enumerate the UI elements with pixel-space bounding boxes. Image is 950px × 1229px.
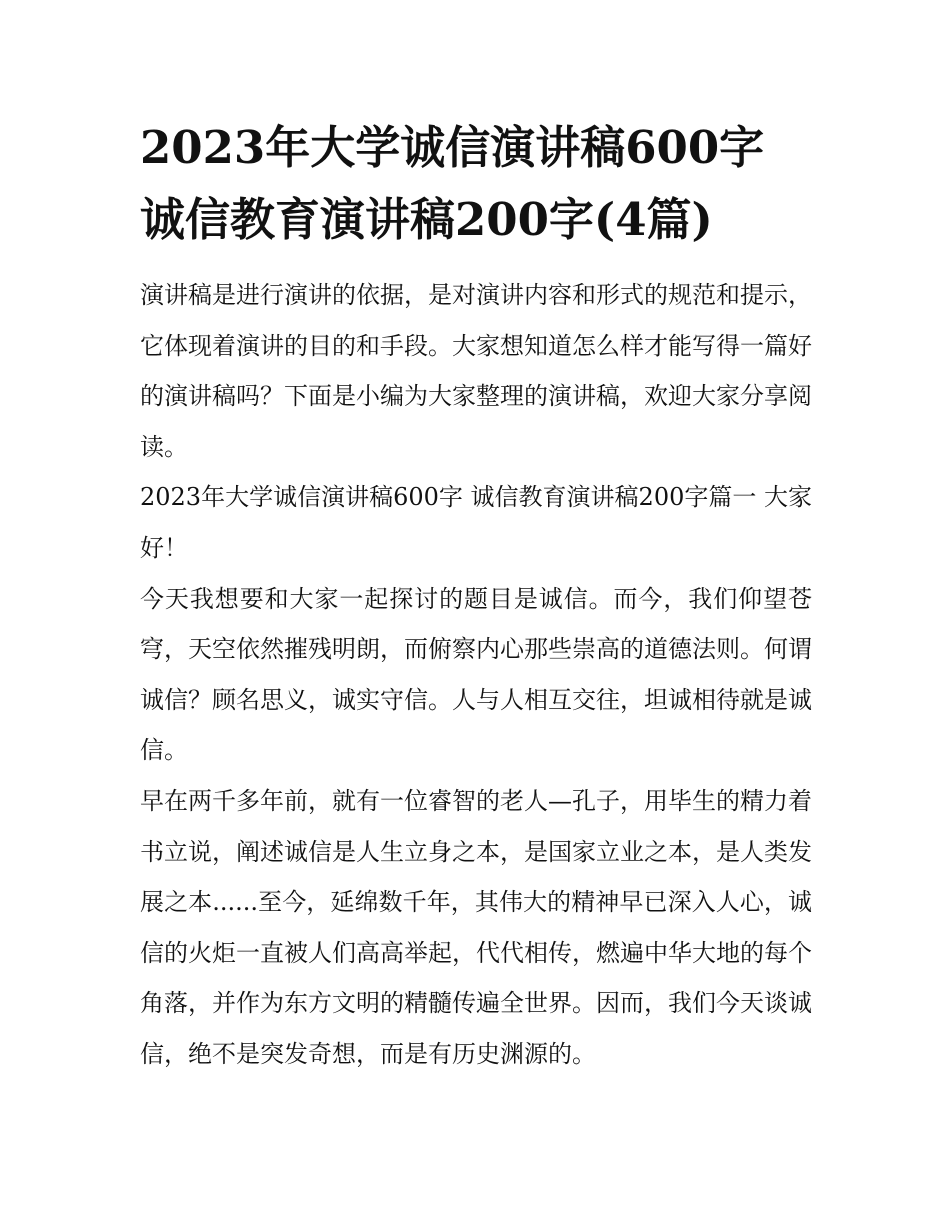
document-title: 2023年大学诚信演讲稿600字 诚信教育演讲稿200字(4篇) (140, 121, 765, 246)
intro-paragraph: 演讲稿是进行演讲的依据，是对演讲内容和形式的规范和提示，它体现着演讲的目的和手段。大家想知道怎么样才能写得一篇好的演讲稿吗？下面是小编为大家整理的演讲稿，欢迎大家分享阅读。 (140, 281, 812, 461)
document-page (140, 112, 812, 1080)
body-paragraph: 早在两千多年前，就有一位睿智的老人—孔子，用毕生的精力着书立说，阐述诚信是人生立身之本，是国家立业之本，是人类发展之本......至今，延绵数千年，其伟大的精神早已深入人心，诚信的火炬一直被人们高高举起，代代相传，燃遍中华大地的每个角落，并作为东方文明的精髓传遍全世界。因而，我们今天谈诚信，绝不是突发奇想，而是有历史渊源的。 (140, 786, 812, 1068)
body-paragraph: 今天我想要和大家一起探讨的题目是诚信。而今，我们仰望苍穹，天空依然摧残明朗，而俯察内心那些崇高的道德法则。何谓诚信？顾名思义，诚实守信。人与人相互交往，坦诚相待就是诚信。 (140, 584, 812, 765)
section-heading-paragraph: 2023年大学诚信演讲稿600字 诚信教育演讲稿200字篇一 大家好！ (140, 483, 812, 562)
